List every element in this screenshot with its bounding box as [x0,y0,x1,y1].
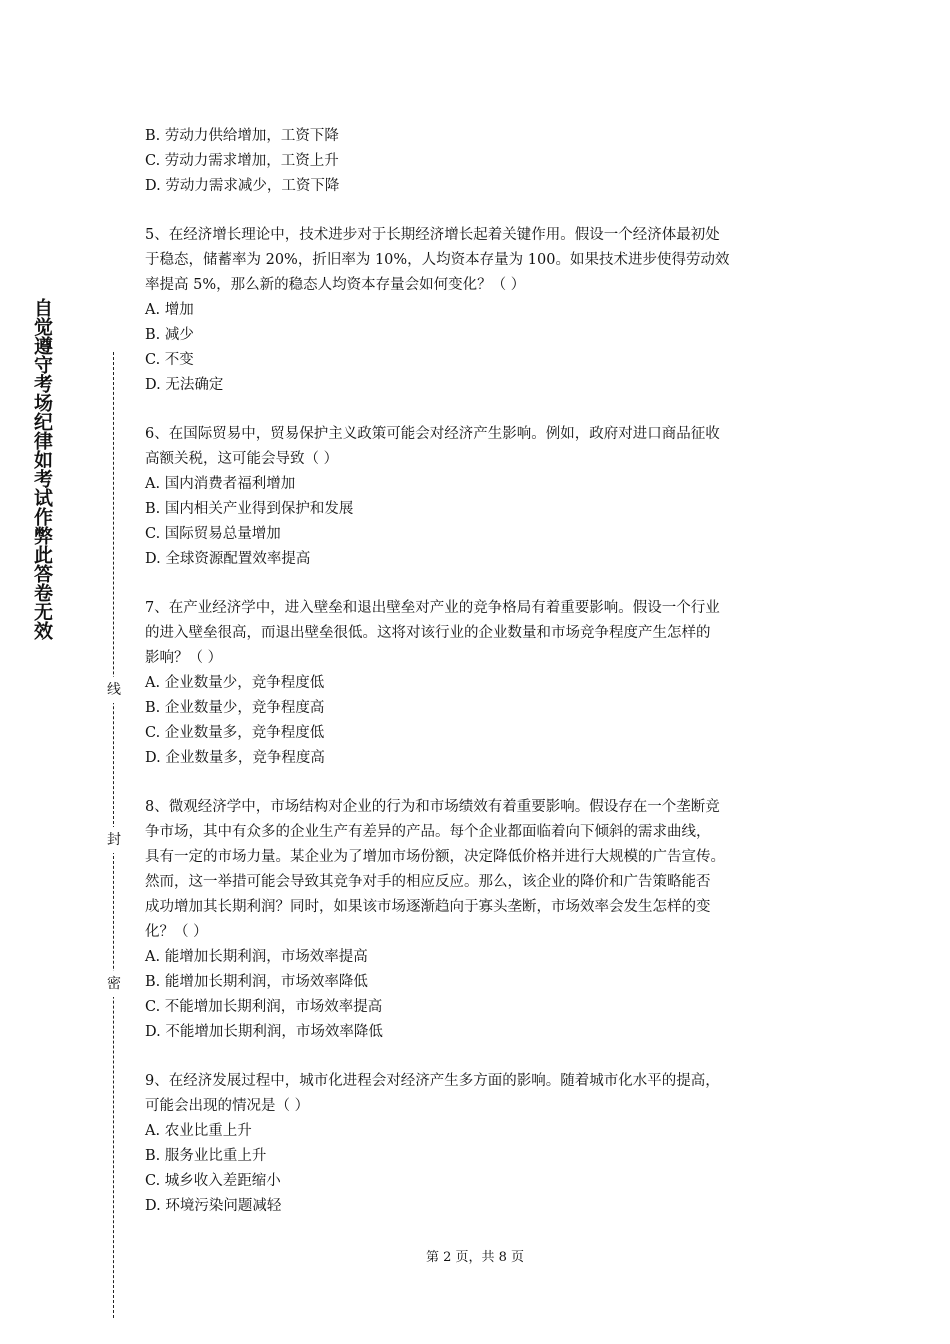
exam-discipline-notice: 自觉遵守考场纪律如考试作弊此答卷无效 [31,298,53,640]
option: C. 不能增加长期利润，市场效率提高 [145,999,383,1015]
question-stem-line: 7、在产业经济学中，进入壁垒和退出壁垒对产业的竞争格局有着重要影响。假设一个行业 [145,600,720,616]
question-stem-line: 然而，这一举措可能会导致其竞争对手的相应反应。那么，该企业的降价和广告策略能否 [145,874,711,890]
option: D. 企业数量多，竞争程度高 [145,750,325,766]
question-stem-line: 成功增加其长期利润？同时，如果该市场逐渐趋向于寡头垄断，市场效率会发生怎样的变 [145,899,711,915]
option: D. 环境污染问题减轻 [145,1198,282,1214]
question-9 [145,1069,813,1219]
option: A. 能增加长期利润，市场效率提高 [145,949,368,965]
option: A. 企业数量少，竞争程度低 [145,675,325,691]
option: B. 服务业比重上升 [145,1148,267,1164]
question-stem-line: 6、在国际贸易中，贸易保护主义政策可能会对经济产生影响。例如，政府对进口商品征收 [145,426,720,442]
binding-label-seal: 封 [105,827,123,853]
option: C. 城乡收入差距缩小 [145,1173,281,1189]
question-8 [145,795,813,1045]
option: A. 农业比重上升 [145,1123,252,1139]
question-5 [145,223,813,398]
option: C. 劳动力需求增加，工资上升 [145,153,339,169]
option: D. 劳动力需求减少，工资下降 [145,178,340,194]
question-stem-line: 率提高 5%，那么新的稳态人均资本存量会如何变化？（ ） [145,277,526,293]
option: A. 增加 [145,302,194,318]
question-stem-line: 化？（ ） [145,924,208,940]
question-stem-line: 9、在经济发展过程中，城市化进程会对经济产生多方面的影响。随着城市化水平的提高， [145,1073,720,1089]
option: B. 劳动力供给增加，工资下降 [145,128,339,144]
page-number-footer: 第 2 页，共 8 页 [425,1250,525,1265]
question-stem-line: 争市场，其中有众多的企业生产有差异的产品。每个企业都面临着向下倾斜的需求曲线， [145,824,711,840]
question-stem-line: 影响？（ ） [145,650,223,666]
option: C. 不变 [145,352,194,368]
question-7 [145,596,813,771]
option: C. 企业数量多，竞争程度低 [145,725,325,741]
question-stem-line: 高额关税，这可能会导致（ ） [145,451,339,467]
option: B. 国内相关产业得到保护和发展 [145,501,354,517]
question-stem-line: 具有一定的市场力量。某企业为了增加市场份额，决定降低价格并进行大规模的广告宣传。 [145,849,725,865]
option: B. 能增加长期利润，市场效率降低 [145,974,368,990]
option: B. 减少 [145,327,194,343]
option: B. 企业数量少，竞争程度高 [145,700,325,716]
question-stem-line: 于稳态，储蓄率为 20%，折旧率为 10%，人均资本存量为 100。如果技术进步使得劳动效 [145,252,730,268]
option: D. 全球资源配置效率提高 [145,551,311,567]
option: C. 国际贸易总量增加 [145,526,281,542]
binding-label-line: 线 [105,677,123,703]
option: D. 无法确定 [145,377,224,393]
option: D. 不能增加长期利润，市场效率降低 [145,1024,383,1040]
question-6 [145,422,813,572]
question-stem-line: 5、在经济增长理论中，技术进步对于长期经济增长起着关键作用。假设一个经济体最初处 [145,227,720,243]
binding-label-secret: 密 [105,971,123,997]
question-stem-line: 可能会出现的情况是（ ） [145,1098,310,1114]
question-stem-line: 8、微观经济学中，市场结构对企业的行为和市场绩效有着重要影响。假设存在一个垄断竞 [145,799,720,815]
previous-question-options [145,124,813,199]
question-stem-line: 的进入壁垒很高，而退出壁垒很低。这将对该行业的企业数量和市场竞争程度产生怎样的 [145,625,711,641]
question-content [145,124,813,1219]
option: A. 国内消费者福利增加 [145,476,296,492]
